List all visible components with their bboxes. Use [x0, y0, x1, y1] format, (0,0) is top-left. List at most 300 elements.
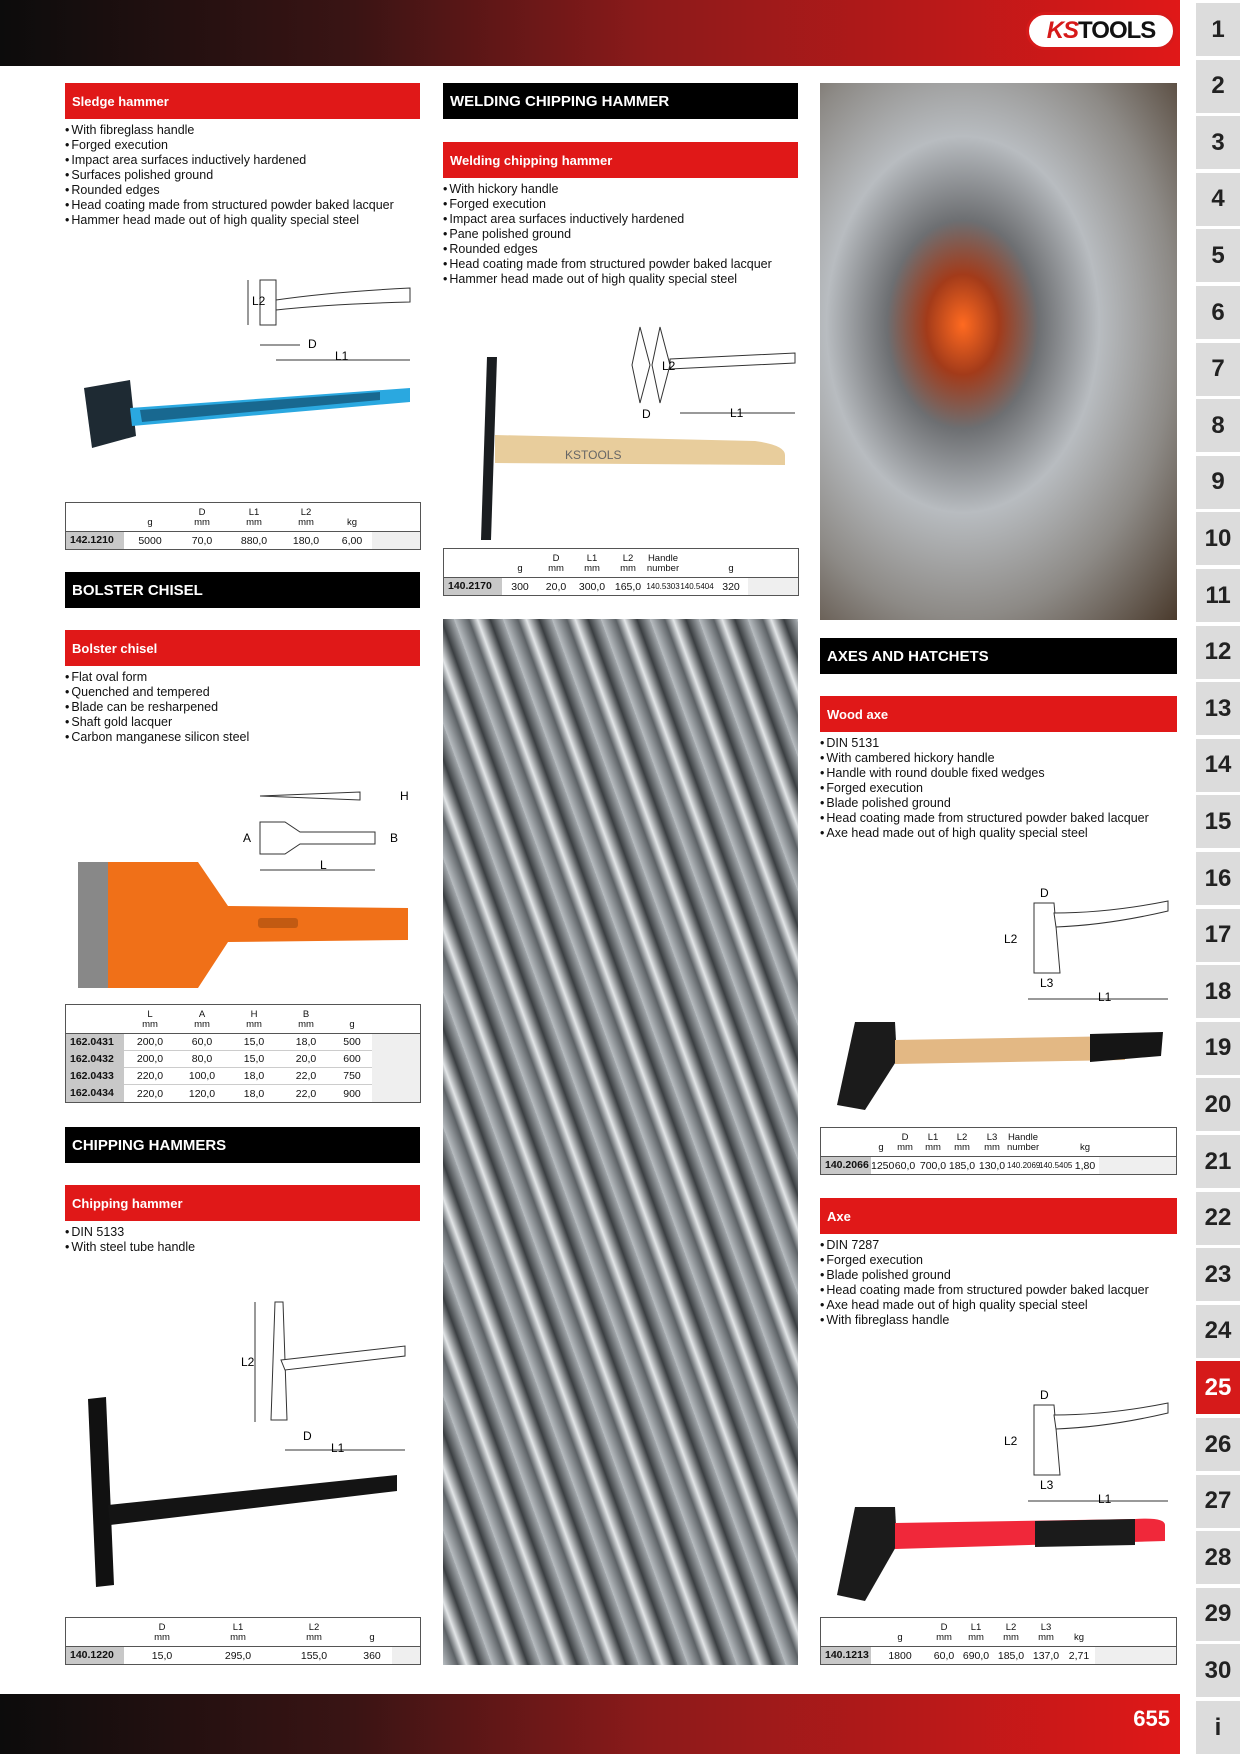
header-spacer: [821, 1618, 871, 1646]
dim-b-label: B: [390, 831, 399, 845]
bullet-item: • With fibreglass handle: [65, 123, 420, 138]
table-cell: 185,0: [997, 1649, 1025, 1662]
header-label: D: [158, 1622, 166, 1633]
header-label: L2: [622, 553, 634, 564]
bolster-bullets: [65, 670, 420, 745]
dim-l2-label: L2: [1004, 1434, 1018, 1448]
dim-h-label: H: [400, 789, 409, 803]
header-unit: g: [728, 563, 734, 574]
logo-tools-text: TOOLS: [1078, 17, 1156, 44]
header-unit: g: [517, 563, 523, 574]
bullet-item: • Head coating made from structured powder baked lacquer: [820, 811, 1177, 826]
header-unit: g: [897, 1632, 903, 1643]
wood-axe-image: [835, 1020, 1165, 1115]
header-unit: mm: [1003, 1632, 1019, 1643]
column-header: [646, 549, 680, 577]
table-row: [444, 578, 798, 595]
column-header: [993, 1618, 1029, 1646]
column-header: [574, 549, 610, 577]
header-unit: number: [1007, 1142, 1040, 1153]
header-label: D: [940, 1622, 948, 1633]
column-header: [280, 503, 332, 531]
chapter-tab-7[interactable]: 7: [1196, 343, 1240, 396]
table-header: [66, 1005, 420, 1034]
table-cell: 200,0: [136, 1053, 164, 1065]
sledge-table: [65, 502, 421, 550]
header-unit: g: [369, 1632, 375, 1643]
table-cell: 80,0: [191, 1053, 213, 1065]
table-cell: 60,0: [191, 1036, 213, 1048]
table-cell: 320: [722, 580, 740, 593]
row-filler: [372, 1085, 420, 1102]
header-label: L2: [956, 1132, 968, 1143]
header-label: Handle: [1007, 1132, 1039, 1143]
chipping-bullets: [65, 1225, 420, 1255]
bullet-item: • DIN 5131: [820, 736, 1177, 751]
header-unit: mm: [936, 1632, 952, 1643]
bullet-item: • Forged execution: [443, 197, 798, 212]
column-header: [714, 549, 748, 577]
chapter-tab-23[interactable]: 23: [1196, 1248, 1240, 1301]
article-number: 162.0433: [66, 1068, 124, 1085]
table-row: [821, 1647, 1176, 1664]
column-header: [176, 1005, 228, 1033]
article-number: 140.2170: [444, 578, 502, 595]
bullet-item: • With cambered hickory handle: [820, 751, 1177, 766]
chapter-tab-25[interactable]: 25: [1196, 1361, 1240, 1414]
table-cell: 1,80: [1074, 1159, 1096, 1172]
logo-ks-text: KS: [1046, 17, 1079, 44]
header-label: L1: [248, 507, 260, 518]
header-unit: mm: [968, 1632, 984, 1643]
chapter-tab-24[interactable]: 24: [1196, 1305, 1240, 1358]
table-cell: 500: [343, 1036, 361, 1048]
table-cell: 22,0: [295, 1070, 317, 1082]
header-unit: mm: [194, 1019, 210, 1030]
welding-hammer-title: Welding chipping hammer: [443, 142, 798, 178]
header-spacer: [821, 1128, 871, 1156]
header-unit: mm: [298, 1019, 314, 1030]
bullet-item: • Impact area surfaces inductively hardened: [443, 212, 798, 227]
table-cell: 140.2069: [1007, 1161, 1041, 1170]
axe-image: [835, 1505, 1165, 1605]
column-header: [228, 1005, 280, 1033]
column-header: [947, 1128, 977, 1156]
column-header: [124, 1005, 176, 1033]
dim-d-label: D: [1040, 1388, 1049, 1402]
chapter-tab-11[interactable]: 11: [1196, 569, 1240, 622]
table-cell: 100,0: [188, 1070, 216, 1082]
dim-l1-label: L1: [730, 406, 744, 420]
middle-column: [443, 83, 798, 287]
header-unit: kg: [1073, 1632, 1085, 1643]
bullet-item: • With steel tube handle: [65, 1240, 420, 1255]
bullet-item: • Carbon manganese silicon steel: [65, 730, 420, 745]
header-unit: mm: [548, 563, 564, 574]
header-unit: mm: [298, 517, 314, 528]
bullet-item: • Axe head made out of high quality special steel: [820, 1298, 1177, 1313]
table-cell: 60,0: [933, 1649, 955, 1662]
table-row: [66, 1085, 420, 1102]
table-cell: 880,0: [240, 534, 268, 547]
article-number: 140.2066: [821, 1157, 871, 1174]
header-label: L3: [986, 1132, 998, 1143]
table-cell: 750: [343, 1070, 361, 1082]
header-label: L1: [927, 1132, 939, 1143]
chapter-tab-8[interactable]: 8: [1196, 399, 1240, 452]
table-cell: 295,0: [224, 1649, 252, 1662]
wood-axe-bullets: [820, 736, 1177, 841]
bullet-item: • Forged execution: [65, 138, 420, 153]
axe-title: Axe: [820, 1198, 1177, 1234]
brand-logo[interactable]: [1026, 12, 1176, 50]
bullet-item: • Head coating made from structured powder baked lacquer: [820, 1283, 1177, 1298]
article-number: 162.0432: [66, 1051, 124, 1068]
table-header: [821, 1128, 1176, 1157]
bullet-item: • With hickory handle: [443, 182, 798, 197]
header-unit: mm: [230, 1632, 246, 1643]
footer-bar: [0, 1694, 1180, 1754]
axe-bullets: [820, 1238, 1177, 1328]
welding-table: [443, 548, 799, 596]
header-spacer: [66, 1618, 124, 1646]
chapter-tab-17[interactable]: 17: [1196, 909, 1240, 962]
chipping-table: [65, 1617, 421, 1665]
chapter-tab-15[interactable]: 15: [1196, 795, 1240, 848]
header-unit: mm: [620, 563, 636, 574]
header-unit: mm: [984, 1142, 1000, 1153]
header-spacer: [66, 503, 124, 531]
table-cell: 300,0: [578, 580, 606, 593]
bolster-chisel-image: [78, 860, 410, 990]
dim-d-label: D: [642, 407, 651, 420]
table-row: [821, 1157, 1176, 1174]
header-spacer: [66, 1005, 124, 1033]
header-label: D: [901, 1132, 909, 1143]
bullet-item: • With fibreglass handle: [820, 1313, 1177, 1328]
table-cell: 700,0: [919, 1159, 947, 1172]
bolster-section-title: BOLSTER CHISEL: [65, 572, 420, 608]
table-cell: 140.5405: [1039, 1161, 1073, 1170]
bullet-item: • Blade polished ground: [820, 1268, 1177, 1283]
table-cell: 60,0: [894, 1159, 916, 1172]
bullet-item: • Quenched and tempered: [65, 685, 420, 700]
table-cell: 120,0: [188, 1087, 216, 1100]
chipping-hammer-title: Chipping hammer: [65, 1185, 420, 1221]
table-header: [821, 1618, 1176, 1647]
dim-l2-label: L2: [241, 1355, 255, 1369]
header-unit: mm: [954, 1142, 970, 1153]
header-unit: mm: [1038, 1632, 1054, 1643]
column-header: [919, 1128, 947, 1156]
column-header: [929, 1618, 959, 1646]
header-label: Handle: [647, 553, 679, 564]
dim-l2-label: L2: [252, 294, 266, 308]
chapter-tab-18[interactable]: 18: [1196, 965, 1240, 1018]
header-label: L1: [970, 1622, 982, 1633]
column-header: [228, 503, 280, 531]
table-cell: 18,0: [295, 1036, 317, 1048]
column-header: [1007, 1128, 1039, 1156]
welding-section-title: WELDING CHIPPING HAMMER: [443, 83, 798, 119]
header-unit: mm: [925, 1142, 941, 1153]
table-row: [66, 1647, 420, 1664]
table-cell: 20,0: [545, 580, 567, 593]
column-header: [538, 549, 574, 577]
dim-d-label: D: [1040, 886, 1049, 900]
chapter-tab-3[interactable]: 3: [1196, 116, 1240, 169]
table-header: [66, 1618, 420, 1647]
sledge-hammer-title: Sledge hammer: [65, 83, 420, 119]
header-label: L2: [308, 1622, 320, 1633]
bullet-item: • Blade polished ground: [820, 796, 1177, 811]
table-cell: 2,71: [1068, 1649, 1090, 1662]
row-filler: [372, 532, 420, 549]
table-cell: 15,0: [243, 1036, 265, 1048]
chapter-tab-4[interactable]: 4: [1196, 173, 1240, 226]
header-label: A: [198, 1009, 206, 1020]
bullet-item: • Pane polished ground: [443, 227, 798, 242]
bullet-item: • Hammer head made out of high quality special steel: [65, 213, 420, 228]
row-filler: [748, 578, 798, 595]
table-cell: 900: [343, 1087, 361, 1100]
article-number: 162.0431: [66, 1034, 124, 1051]
chapter-tab-6[interactable]: 6: [1196, 286, 1240, 339]
header-label: L1: [232, 1622, 244, 1633]
header-unit: mm: [142, 1019, 158, 1030]
chapter-tab-9[interactable]: 9: [1196, 456, 1240, 509]
article-number: 140.1220: [66, 1647, 124, 1664]
header-label: H: [250, 1009, 258, 1020]
bullet-item: • Rounded edges: [443, 242, 798, 257]
sledge-dimension-drawing: [240, 270, 420, 365]
bullet-item: • Surfaces polished ground: [65, 168, 420, 183]
header-unit: mm: [584, 563, 600, 574]
column-header: [280, 1005, 332, 1033]
column-header: [1063, 1618, 1095, 1646]
table-cell: 15,0: [151, 1649, 173, 1662]
row-filler: [372, 1034, 420, 1051]
bullet-item: • Impact area surfaces inductively hardened: [65, 153, 420, 168]
table-cell: 70,0: [191, 534, 213, 547]
column-header: [959, 1618, 993, 1646]
dim-l2-label: L2: [662, 359, 676, 373]
chapter-tab-14[interactable]: 14: [1196, 739, 1240, 792]
header-unit: number: [646, 563, 680, 574]
wood-axe-dimension-drawing: [998, 883, 1173, 1008]
column-header: [871, 1128, 891, 1156]
chapter-tabs: [1196, 0, 1240, 1754]
welding-hammer-image: [455, 355, 790, 545]
chapter-tab-21[interactable]: 21: [1196, 1135, 1240, 1188]
column-header: [502, 549, 538, 577]
column-header: [610, 549, 646, 577]
dim-l1-label: L1: [331, 1441, 345, 1455]
table-cell: 1800: [888, 1649, 912, 1662]
dim-l2-label: L2: [1004, 932, 1018, 946]
table-cell: 180,0: [292, 534, 320, 547]
chapter-tab-5[interactable]: 5: [1196, 229, 1240, 282]
column-header: [124, 1618, 200, 1646]
sledge-hammer-image: [80, 378, 410, 468]
header-unit: mm: [306, 1632, 322, 1643]
bullet-item: • Head coating made from structured powder baked lacquer: [443, 257, 798, 272]
sledge-bullets: [65, 123, 420, 228]
bullet-item: • Head coating made from structured powder baked lacquer: [65, 198, 420, 213]
header-label: L3: [1040, 1622, 1052, 1633]
header-unit: mm: [246, 1019, 262, 1030]
column-header: [1039, 1128, 1071, 1156]
chapter-tab-1[interactable]: 1: [1196, 3, 1240, 56]
chapter-tab-19[interactable]: 19: [1196, 1022, 1240, 1075]
article-number: 142.1210: [66, 532, 124, 549]
table-row: [66, 1051, 420, 1068]
dim-l3-label: L3: [1040, 1478, 1054, 1492]
row-filler: [392, 1647, 420, 1664]
torx-bits-photo: [443, 619, 798, 1665]
page-number: 655: [1133, 1706, 1170, 1731]
column-header: [276, 1618, 352, 1646]
row-filler: [372, 1068, 420, 1085]
axe-table: [820, 1617, 1177, 1665]
dim-d-label: D: [303, 1429, 312, 1443]
column-header: [332, 503, 372, 531]
column-header: [352, 1618, 392, 1646]
row-filler: [1099, 1157, 1176, 1174]
dim-l1-label: L1: [1098, 1492, 1112, 1506]
chapter-tab-2[interactable]: 2: [1196, 60, 1240, 113]
column-header: [176, 503, 228, 531]
chapter-tab-22[interactable]: 22: [1196, 1192, 1240, 1245]
table-cell: 185,0: [948, 1159, 976, 1172]
chapter-tab-29[interactable]: 29: [1196, 1588, 1240, 1641]
table-cell: 220,0: [136, 1087, 164, 1100]
table-cell: 155,0: [300, 1649, 328, 1662]
header-unit: g: [147, 517, 153, 528]
table-cell: 200,0: [136, 1036, 164, 1048]
article-number: 140.1213: [821, 1647, 871, 1664]
column-header: [124, 503, 176, 531]
bullet-item: • Flat oval form: [65, 670, 420, 685]
column-header: [891, 1128, 919, 1156]
axe-dimension-drawing: [998, 1385, 1173, 1510]
header-unit: mm: [154, 1632, 170, 1643]
table-cell: 18,0: [243, 1070, 265, 1082]
bullet-item: • Blade can be resharpened: [65, 700, 420, 715]
bolster-table: [65, 1004, 421, 1103]
header-label: B: [302, 1009, 310, 1020]
table-cell: 130,0: [978, 1159, 1006, 1172]
axes-section: [820, 638, 1177, 841]
chipping-section: [65, 1127, 420, 1255]
wood-axe-table: [820, 1127, 1177, 1175]
table-cell: 165,0: [614, 580, 642, 593]
row-filler: [1095, 1647, 1176, 1664]
chapter-tab-16[interactable]: 16: [1196, 852, 1240, 905]
chapter-tab-28[interactable]: 28: [1196, 1531, 1240, 1584]
bullet-item: • Shaft gold lacquer: [65, 715, 420, 730]
left-column: [65, 83, 420, 228]
header-bar: [0, 0, 1180, 66]
chapter-tab-20[interactable]: 20: [1196, 1078, 1240, 1131]
bullet-item: • Rounded edges: [65, 183, 420, 198]
bullet-item: • Handle with round double fixed wedges: [820, 766, 1177, 781]
table-cell: 600: [343, 1053, 361, 1065]
forge-photo: [820, 83, 1177, 620]
bullet-item: • DIN 5133: [65, 1225, 420, 1240]
bolster-chisel-title: Bolster chisel: [65, 630, 420, 666]
chapter-tab-12[interactable]: 12: [1196, 626, 1240, 679]
bullet-item: • Axe head made out of high quality special steel: [820, 826, 1177, 841]
dim-d-label: D: [308, 337, 317, 351]
table-cell: 300: [511, 580, 529, 593]
handle-brand: KSTOOLS: [565, 448, 622, 462]
header-unit: kg: [346, 517, 358, 528]
column-header: [1029, 1618, 1063, 1646]
table-cell: 1250: [871, 1159, 895, 1172]
chapter-tab-13[interactable]: 13: [1196, 682, 1240, 735]
bullet-item: • Hammer head made out of high quality special steel: [443, 272, 798, 287]
column-header: [680, 549, 714, 577]
dim-l1-label: L1: [1098, 990, 1112, 1004]
table-cell: 140.5404: [680, 582, 714, 591]
header-unit: mm: [897, 1142, 913, 1153]
table-cell: 137,0: [1032, 1649, 1060, 1662]
header-label: L1: [586, 553, 598, 564]
header-unit: g: [349, 1019, 355, 1030]
column-header: [200, 1618, 276, 1646]
table-header: [444, 549, 798, 578]
dim-l3-label: L3: [1040, 976, 1054, 990]
bullet-item: • DIN 7287: [820, 1238, 1177, 1253]
dim-l-label: L: [320, 858, 327, 872]
header-unit: mm: [194, 517, 210, 528]
row-filler: [372, 1051, 420, 1068]
table-cell: 690,0: [962, 1649, 990, 1662]
axes-section-title: AXES AND HATCHETS: [820, 638, 1177, 674]
table-cell: 5000: [138, 534, 162, 547]
table-row: [66, 1068, 420, 1085]
chapter-tab-27[interactable]: 27: [1196, 1475, 1240, 1528]
table-row: [66, 532, 420, 549]
dim-a-label: A: [243, 831, 252, 845]
chapter-tab-26[interactable]: 26: [1196, 1418, 1240, 1471]
dim-l1-label: L1: [335, 349, 349, 363]
table-cell: 15,0: [243, 1053, 265, 1065]
header-label: L: [147, 1009, 153, 1020]
table-header: [66, 503, 420, 532]
wood-axe-title: Wood axe: [820, 696, 1177, 732]
table-row: [66, 1034, 420, 1051]
table-cell: 220,0: [136, 1070, 164, 1082]
column-header: [332, 1005, 372, 1033]
table-cell: 18,0: [243, 1087, 265, 1100]
header-spacer: [444, 549, 502, 577]
column-header: [871, 1618, 929, 1646]
bullet-item: • Forged execution: [820, 1253, 1177, 1268]
chapter-tab-i[interactable]: i: [1196, 1701, 1240, 1754]
axe-section: [820, 1198, 1177, 1328]
table-cell: 20,0: [295, 1053, 317, 1065]
column-header: [1071, 1128, 1099, 1156]
header-label: D: [552, 553, 560, 564]
chapter-tab-30[interactable]: 30: [1196, 1644, 1240, 1697]
chapter-tab-10[interactable]: 10: [1196, 512, 1240, 565]
table-cell: 360: [363, 1649, 381, 1662]
table-cell: 140.5303: [646, 582, 680, 591]
bolster-section: [65, 572, 420, 745]
header-label: L2: [1005, 1622, 1017, 1633]
